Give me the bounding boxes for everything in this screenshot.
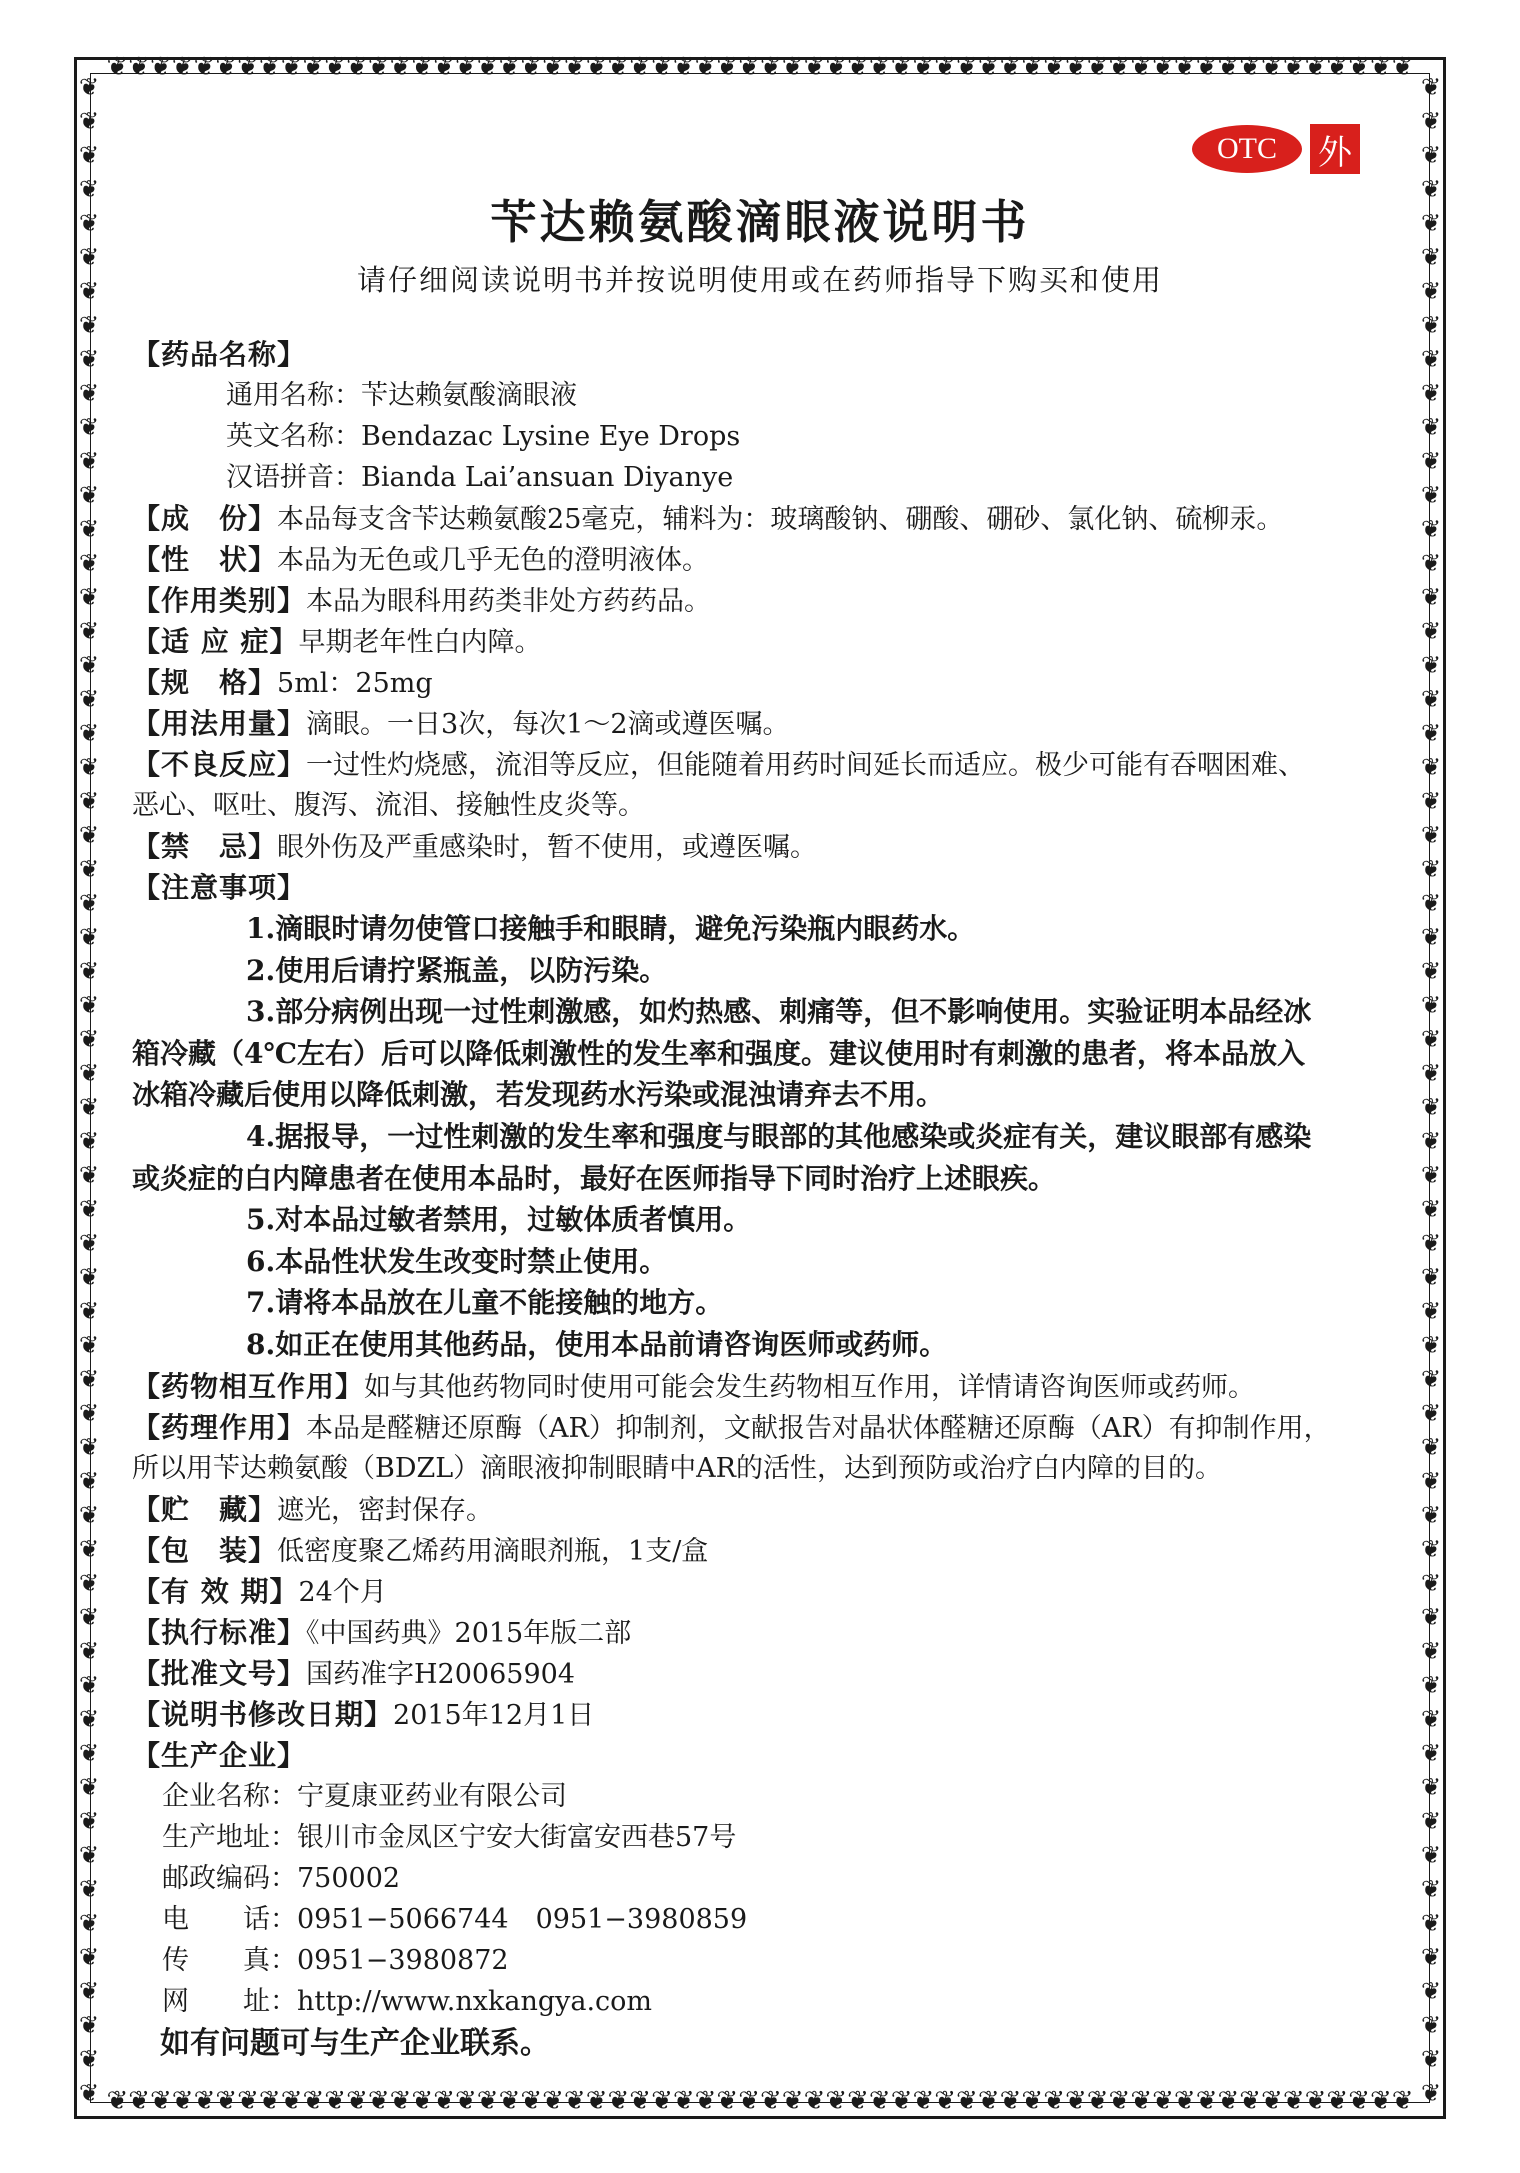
- pinyin-name: 汉语拼音：Bianda Lai’ansuan Diyanye: [226, 462, 734, 493]
- section-composition: [132, 498, 1432, 539]
- section-drug-name: [132, 334, 1432, 375]
- precaution-item: 6.本品性状发生改变时禁止使用。: [246, 1244, 668, 1278]
- section-label: 【有 效 期】: [132, 1574, 299, 1608]
- section-text: 早期老年性白内障。: [298, 627, 542, 658]
- precaution-item: 4.据报导，一过性刺激的发生率和强度与眼部的其他感染或炎症有关，建议眼部有感染: [246, 1119, 1312, 1153]
- precaution-item: 3.部分病例出现一过性刺激感，如灼热感、刺痛等，但不影响使用。实验证明本品经冰: [246, 995, 1312, 1029]
- section-storage: [132, 1489, 1432, 1530]
- section-label: 【禁 忌】: [132, 830, 278, 863]
- section-interactions: [132, 1366, 1432, 1407]
- section-label: 【药理作用】: [132, 1410, 307, 1444]
- document-body: [132, 334, 1432, 2066]
- section-label: 【适 应 症】: [132, 625, 299, 658]
- section-appearance: [132, 539, 1432, 580]
- section-label: 【说明书修改日期】: [132, 1697, 394, 1731]
- section-text: 本品是醛糖还原酶（AR）抑制剂，文献报告对晶状体醛糖还原酶（AR）有抑制作用，: [306, 1412, 1331, 1444]
- section-label: 【药物相互作用】: [132, 1369, 365, 1403]
- section-label: 【作用类别】: [132, 584, 307, 617]
- precaution-item: 5.对本品过敏者禁用，过敏体质者慎用。: [246, 1203, 752, 1237]
- section-text: 如与其他药物同时使用可能会发生药物相互作用，详情请咨询医师或药师。: [364, 1371, 1256, 1403]
- section-label: 【性 状】: [132, 543, 278, 576]
- section-validity: [132, 1571, 1432, 1612]
- section-package: [132, 1530, 1432, 1571]
- section-adverse: [132, 744, 1432, 785]
- document-title: 苄达赖氨酸滴眼液说明书: [490, 195, 1030, 249]
- company-address: 生产地址：银川市金凤区宁安大街富安西巷57号: [162, 1821, 737, 1853]
- section-text: 5ml：25mg: [277, 668, 433, 699]
- company-fax: 传 真：0951−3980872: [162, 1944, 509, 1976]
- adverse-continued: 恶心、呕吐、腹泻、流泪、接触性皮炎等。: [132, 790, 645, 821]
- section-text: 2015年12月1日: [393, 1699, 595, 1731]
- pharmacology-continued: 所以用苄达赖氨酸（BDZL）滴眼液抑制眼睛中AR的活性，达到预防或治疗白内障的目的。: [132, 1452, 1223, 1484]
- ornament-bottom: ❦❦❦❦❦❦❦❦❦❦❦❦❦❦❦❦❦❦❦❦❦❦❦❦❦❦❦❦❦❦❦❦❦❦❦❦❦❦❦❦❦❦❦❦❦❦❦❦❦❦❦❦❦❦❦❦❦❦❦❦: [106, 2086, 1414, 2116]
- section-label: 【贮 藏】: [132, 1492, 278, 1526]
- section-text: 《中国药典》2015年版二部: [306, 1617, 632, 1649]
- badge-group: [1192, 124, 1360, 174]
- section-label: 【生产企业】: [132, 1738, 307, 1772]
- section-text: 国药准字H20065904: [306, 1658, 575, 1690]
- company-postcode: 邮政编码：750002: [162, 1862, 401, 1894]
- section-category: [132, 580, 1432, 621]
- section-indication: [132, 621, 1432, 662]
- precaution-item: 1.滴眼时请勿使管口接触手和眼睛，避免污染瓶内眼药水。: [246, 912, 976, 945]
- otc-badge: OTC: [1192, 125, 1302, 173]
- ornament-top: ❦❦❦❦❦❦❦❦❦❦❦❦❦❦❦❦❦❦❦❦❦❦❦❦❦❦❦❦❦❦❦❦❦❦❦❦❦❦❦❦❦❦❦❦❦❦❦❦❦❦❦❦❦❦❦❦❦❦❦❦: [106, 52, 1414, 82]
- section-label: 【批准文号】: [132, 1656, 307, 1690]
- precaution-item-cont: 或炎症的白内障患者在使用本品时，最好在医师指导下同时治疗上述眼疾。: [132, 1161, 1057, 1195]
- section-text: 本品为眼科用药类非处方药药品。: [306, 586, 712, 617]
- english-name: 英文名称：Bendazac Lysine Eye Drops: [226, 421, 741, 452]
- generic-name: 通用名称：苄达赖氨酸滴眼液: [226, 380, 577, 411]
- section-label: 【用法用量】: [132, 707, 307, 740]
- ornament-left: ❦❦❦❦❦❦❦❦❦❦❦❦❦❦❦❦❦❦❦❦❦❦❦❦❦❦❦❦❦❦❦❦❦❦❦❦❦❦❦❦❦❦❦❦❦❦❦❦❦❦❦❦❦❦❦❦❦❦❦❦: [78, 73, 100, 2107]
- company-name: 企业名称：宁夏康亚药业有限公司: [162, 1780, 567, 1812]
- precaution-item-cont: 箱冷藏（4℃左右）后可以降低刺激性的发生率和强度。建议使用时有刺激的患者，将本品放入: [132, 1036, 1306, 1070]
- section-pharmacology: [132, 1407, 1432, 1448]
- section-text: 一过性灼烧感，流泪等反应，但能随着用药时间延长而适应。极少可能有吞咽困难、: [306, 750, 1306, 781]
- section-text: 眼外伤及严重感染时，暂不使用，或遵医嘱。: [277, 832, 818, 863]
- section-label: 【包 装】: [132, 1533, 278, 1567]
- section-label: 【不良反应】: [132, 748, 307, 781]
- section-dosage: [132, 703, 1432, 744]
- section-approval: [132, 1653, 1432, 1694]
- contact-note: 如有问题可与生产企业联系。: [160, 2025, 550, 2061]
- section-precautions: [132, 867, 1432, 908]
- company-phone: 电 话：0951−5066744 0951−3980859: [162, 1903, 748, 1935]
- section-label: 【药品名称】: [132, 338, 307, 371]
- precaution-item: 2.使用后请拧紧瓶盖，以防污染。: [246, 953, 668, 987]
- section-label: 【成 份】: [132, 502, 278, 535]
- section-label: 【注意事项】: [132, 871, 307, 904]
- section-standard: [132, 1612, 1432, 1653]
- section-label: 【执行标准】: [132, 1615, 307, 1649]
- section-text: 滴眼。一日3次，每次1～2滴或遵医嘱。: [306, 709, 790, 740]
- document-subtitle: 请仔细阅读说明书并按说明使用或在药师指导下购买和使用: [356, 263, 1163, 297]
- section-contraindication: [132, 826, 1432, 867]
- section-text: 低密度聚乙烯药用滴眼剂瓶，1支/盒: [277, 1535, 709, 1567]
- ornament-right: ❦❦❦❦❦❦❦❦❦❦❦❦❦❦❦❦❦❦❦❦❦❦❦❦❦❦❦❦❦❦❦❦❦❦❦❦❦❦❦❦❦❦❦❦❦❦❦❦❦❦❦❦❦❦❦❦❦❦❦❦: [1420, 73, 1442, 2107]
- section-text: 本品每支含苄达赖氨酸25毫克，辅料为：玻璃酸钠、硼酸、硼砂、氯化钠、硫柳汞。: [277, 504, 1284, 535]
- section-text: 遮光，密封保存。: [277, 1494, 494, 1526]
- external-use-badge: 外: [1310, 124, 1360, 174]
- section-revision: [132, 1694, 1432, 1735]
- section-text: 本品为无色或几乎无色的澄明液体。: [277, 545, 710, 576]
- company-website[interactable]: 网 址：http://www.nxkangya.com: [162, 1985, 653, 2017]
- section-text: 24个月: [298, 1576, 387, 1608]
- section-label: 【规 格】: [132, 666, 278, 699]
- section-manufacturer: [132, 1735, 1432, 1776]
- section-specification: [132, 662, 1432, 703]
- precaution-item-cont: 冰箱冷藏后使用以降低刺激，若发现药水污染或混浊请弃去不用。: [132, 1078, 945, 1112]
- precaution-item: 7.请将本品放在儿童不能接触的地方。: [246, 1286, 724, 1320]
- precaution-item: 8.如正在使用其他药品，使用本品前请咨询医师或药师。: [246, 1327, 948, 1361]
